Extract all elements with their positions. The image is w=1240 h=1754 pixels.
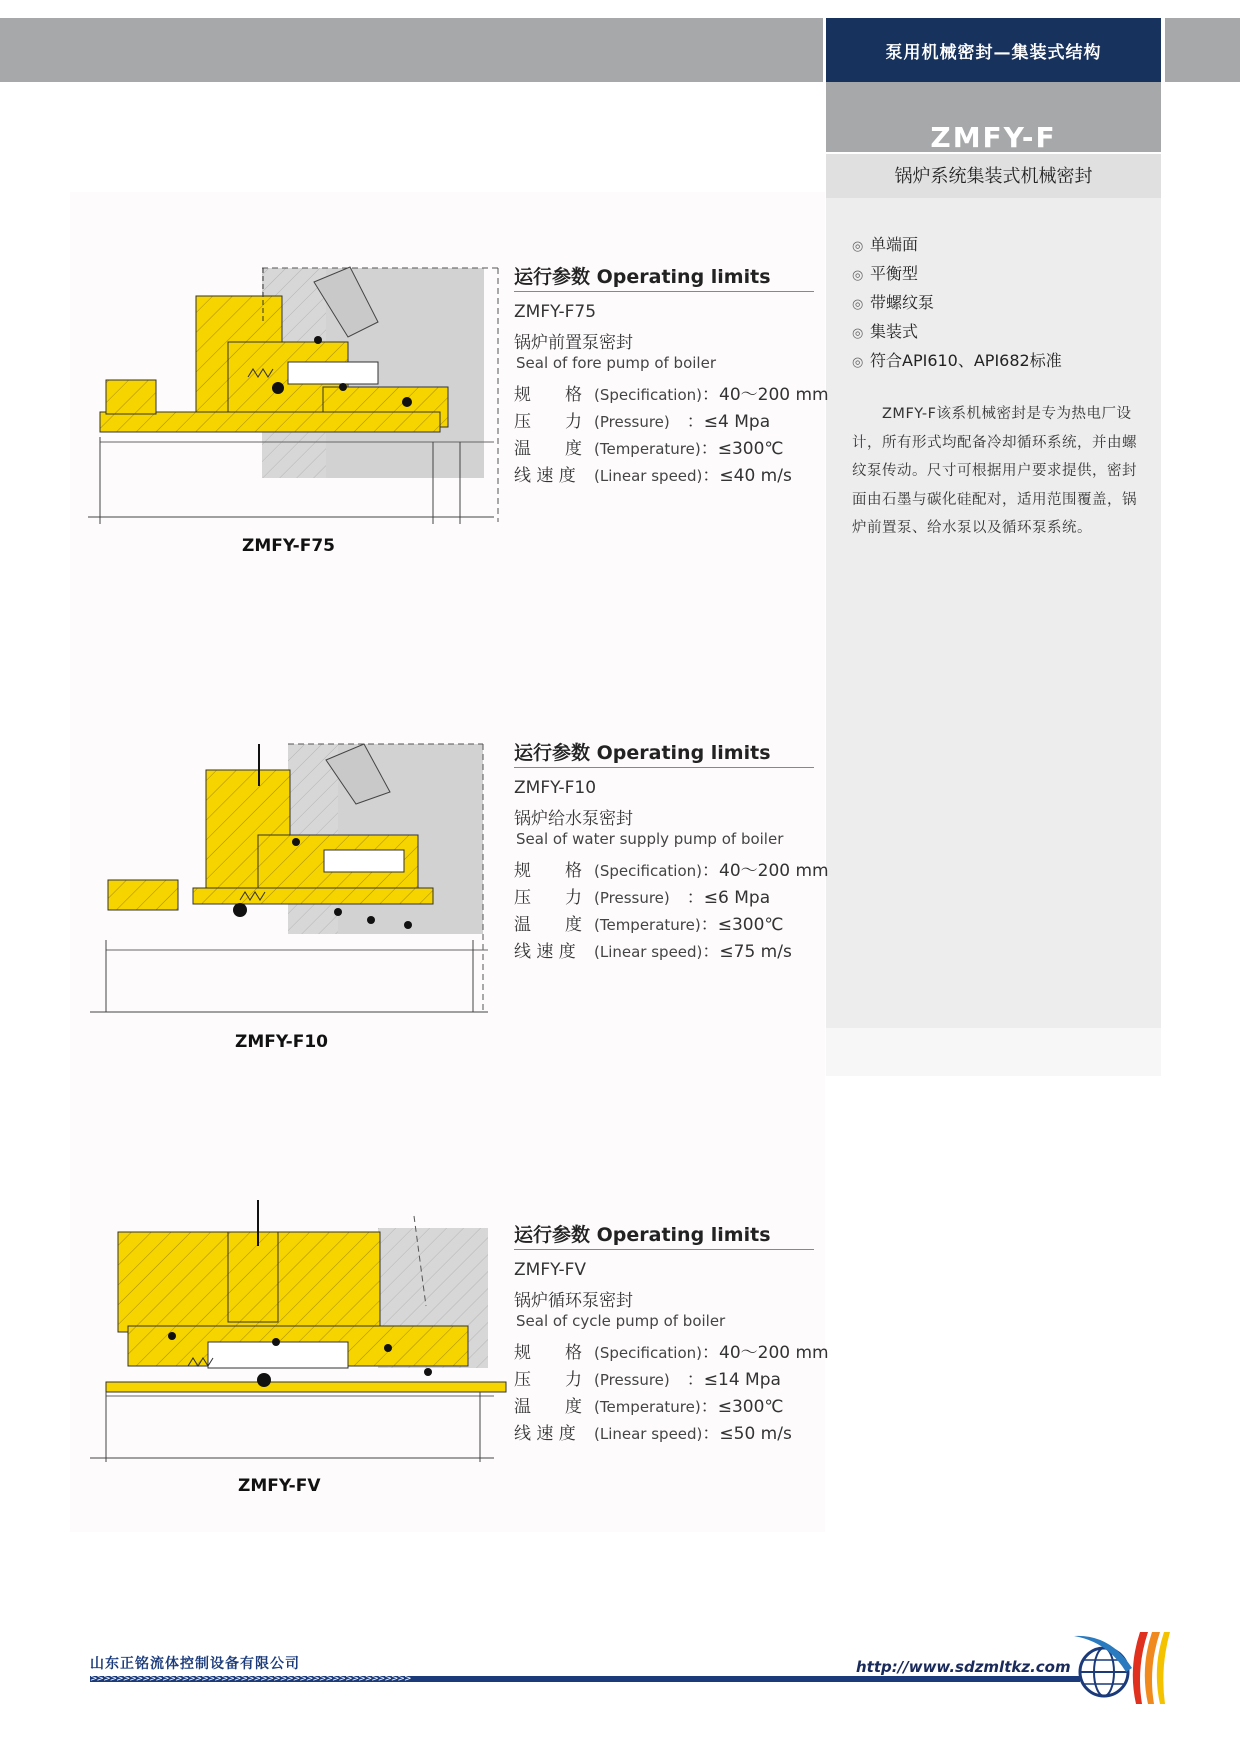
spec-row: 压 力 (Pressure) ：≤14 Mpa [514,1370,781,1390]
company-logo [1070,1628,1170,1708]
spec-row: 规 格 (Specification)：40～200 mm [514,861,829,881]
operating-limits-fv [514,1220,844,1448]
website-link[interactable]: http://www.sdzmltkz.com [856,1658,1071,1676]
spec-row: 压 力 (Pressure) ：≤4 Mpa [514,412,771,432]
name-cn: 锅炉循环泵密封 [514,1291,633,1311]
name-en: Seal of cycle pump of boiler [516,1312,726,1330]
tab-divider-right [1161,18,1165,82]
operating-limits-f75 [514,262,844,490]
spec-row: 规 格 (Specification)：40～200 mm [514,1343,829,1363]
spec-rows [514,1340,844,1448]
limits-title: 运行参数 Operating limits [514,1220,814,1250]
spec-row: 线 速 度 (Linear speed)：≤50 m/s [514,1424,792,1444]
figure-label: ZMFY-F75 [242,536,335,556]
figure-label: ZMFY-F10 [235,1032,328,1052]
model-code: ZMFY-F10 [514,778,597,798]
spec-row: 线 速 度 (Linear speed)：≤40 m/s [514,466,792,486]
feature-item: ◎ 符合API610、API682标准 [852,346,1062,375]
section-tab: 泵用机械密封—集装式结构 [826,18,1161,82]
limits-title: 运行参数 Operating limits [514,738,814,768]
name-cn: 锅炉给水泵密封 [514,809,633,829]
model-code: ZMFY-FV [514,1260,587,1280]
company-name: 山东正铭流体控制设备有限公司 [90,1656,300,1672]
feature-item: ◎ 带螺纹泵 [852,288,1062,317]
operating-limits-f10 [514,738,844,966]
feature-item: ◎ 平衡型 [852,259,1062,288]
bullet-icon: ◎ [852,239,864,254]
figure-label: ZMFY-FV [238,1476,321,1496]
model-title: ZMFY-F [826,82,1161,152]
feature-item: ◎ 单端面 [852,230,1062,259]
bullet-icon: ◎ [852,297,864,312]
spec-rows [514,382,844,490]
model-code: ZMFY-F75 [514,302,597,322]
tab-divider-left [823,18,826,82]
info-panel-footer [826,1028,1161,1076]
bullet-icon: ◎ [852,355,864,370]
feature-item: ◎ 集装式 [852,317,1062,346]
seal-drawing-fv [88,1196,498,1466]
model-subtitle: 锅炉系统集装式机械密封 [826,154,1161,198]
bullet-icon: ◎ [852,326,864,341]
spec-row: 线 速 度 (Linear speed)：≤75 m/s [514,942,792,962]
name-en: Seal of fore pump of boiler [516,354,716,372]
spec-row: 温 度 (Temperature)：≤300℃ [514,915,784,935]
seal-drawing-f75 [88,262,498,532]
bullet-icon: ◎ [852,268,864,283]
footer-chevrons: >>>>>>>>>>>>>>>>>>>>>>>>>>>>>>>>>>>>>>>>>>>>>>>>> [90,1674,411,1684]
spec-row: 温 度 (Temperature)：≤300℃ [514,439,784,459]
product-description: ZMFY-F该系机械密封是专为热电厂设计，所有形式均配备冷却循环系统，并由螺纹泵传动。尺寸可根据用户要求提供，密封面由石墨与碳化硅配对，适用范围覆盖，锅炉前置泵、给水泵以及循环泵系统。 [852,406,1137,536]
spec-row: 规 格 (Specification)：40～200 mm [514,385,829,405]
spec-row: 压 力 (Pressure) ：≤6 Mpa [514,888,771,908]
spec-rows [514,858,844,966]
seal-drawing-f10 [88,740,498,1020]
spec-row: 温 度 (Temperature)：≤300℃ [514,1397,784,1417]
name-en: Seal of water supply pump of boiler [516,830,784,848]
limits-title: 运行参数 Operating limits [514,262,814,292]
feature-list [852,230,1062,375]
name-cn: 锅炉前置泵密封 [514,333,633,353]
